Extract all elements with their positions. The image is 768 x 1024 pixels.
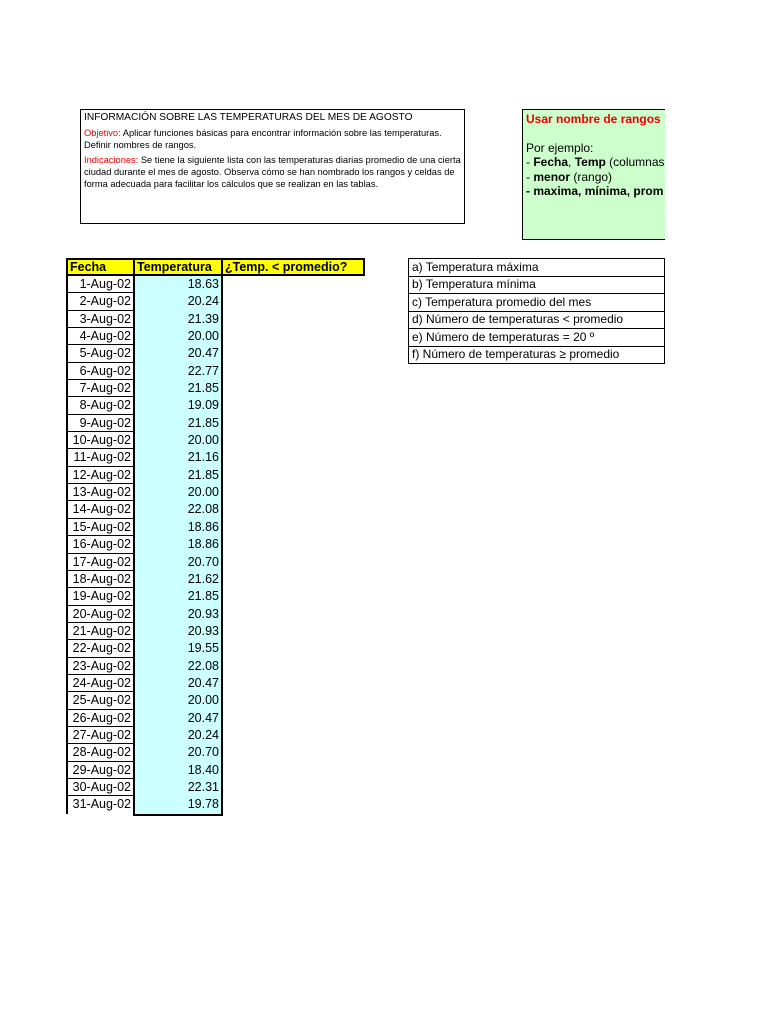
question-row bbox=[409, 311, 665, 329]
indicaciones-label: Indicaciones: bbox=[84, 155, 139, 165]
fecha-cell[interactable]: 5-Aug-02 bbox=[68, 345, 133, 362]
temperatura-cell[interactable]: 21.85 bbox=[187, 381, 219, 396]
question-cell[interactable]: f) Número de temperaturas ≥ promedio bbox=[409, 346, 665, 364]
note-line-3 bbox=[526, 184, 665, 199]
temperatura-cell[interactable]: 20.00 bbox=[187, 329, 219, 344]
fecha-cell[interactable]: 2-Aug-02 bbox=[68, 293, 133, 310]
note-line-2 bbox=[526, 170, 665, 185]
question-row bbox=[409, 346, 665, 364]
info-title: INFORMACIÓN SOBRE LAS TEMPERATURAS DEL MES DE AGOSTO bbox=[84, 112, 413, 123]
note-temp: Temp bbox=[574, 155, 606, 169]
question-row bbox=[409, 329, 665, 347]
note-line-1 bbox=[526, 155, 665, 170]
fecha-cell[interactable]: 22-Aug-02 bbox=[68, 640, 133, 657]
range-names-note bbox=[522, 109, 668, 240]
fecha-cell[interactable]: 18-Aug-02 bbox=[68, 571, 133, 588]
fecha-cell[interactable]: 10-Aug-02 bbox=[68, 432, 133, 449]
fecha-cell[interactable]: 19-Aug-02 bbox=[68, 588, 133, 605]
questions-table bbox=[408, 258, 665, 364]
temperatura-cell[interactable]: 20.93 bbox=[187, 606, 219, 621]
fecha-cell[interactable]: 23-Aug-02 bbox=[68, 658, 133, 675]
temperatura-cell[interactable]: 18.86 bbox=[187, 537, 219, 552]
fecha-cell[interactable]: 30-Aug-02 bbox=[68, 779, 133, 796]
temperatura-cell[interactable]: 20.93 bbox=[187, 623, 219, 638]
indicaciones-text: Se tiene la siguiente lista con las temperaturas diarias promedio de una cierta ciudad durante el mes de agosto. Observa cómo se han nombrado los rangos y celdas de forma adecuada para facilitar los cálculos que se realizan en las tablas. bbox=[84, 155, 461, 189]
fecha-cell[interactable]: 6-Aug-02 bbox=[68, 363, 133, 380]
temperatura-cell[interactable]: 18.63 bbox=[187, 277, 219, 291]
temperatura-cell[interactable]: 19.09 bbox=[187, 398, 219, 413]
fecha-cell[interactable]: 11-Aug-02 bbox=[68, 449, 133, 466]
fecha-cell[interactable]: 31-Aug-02 bbox=[72, 797, 131, 812]
question-cell[interactable]: c) Temperatura promedio del mes bbox=[409, 294, 665, 312]
question-cell[interactable]: e) Número de temperaturas = 20 º bbox=[409, 329, 665, 347]
note-dash: - bbox=[526, 155, 534, 169]
fecha-cell[interactable]: 16-Aug-02 bbox=[68, 536, 133, 553]
temperatura-cell[interactable]: 20.00 bbox=[187, 485, 219, 500]
temperatura-cell[interactable]: 18.86 bbox=[187, 519, 219, 534]
temperatura-cell[interactable]: 20.24 bbox=[187, 294, 219, 309]
temperatura-cell[interactable]: 22.08 bbox=[187, 658, 219, 673]
info-indicaciones bbox=[84, 154, 461, 190]
fecha-cell[interactable]: 9-Aug-02 bbox=[68, 415, 133, 432]
note-por-ejemplo: Por ejemplo: bbox=[526, 140, 594, 155]
fecha-cell[interactable]: 14-Aug-02 bbox=[68, 501, 133, 518]
header-temperatura[interactable]: Temperatura bbox=[133, 258, 223, 276]
header-fecha[interactable]: Fecha bbox=[66, 258, 135, 276]
fecha-cell[interactable]: 29-Aug-02 bbox=[68, 762, 133, 779]
question-row bbox=[409, 294, 665, 312]
temperatura-column bbox=[133, 276, 223, 816]
note-fecha: Fecha bbox=[533, 155, 569, 169]
fecha-cell[interactable]: 24-Aug-02 bbox=[68, 675, 133, 692]
temperatura-cell[interactable]: 20.47 bbox=[187, 675, 219, 690]
question-row bbox=[409, 276, 665, 294]
temperatura-cell[interactable]: 20.24 bbox=[187, 727, 219, 742]
objetivo-text: Aplicar funciones básicas para encontrar información sobre las temperaturas. Definir nombres de rangos. bbox=[84, 128, 442, 150]
fecha-cell[interactable]: 25-Aug-02 bbox=[68, 692, 133, 709]
fecha-cell[interactable]: 13-Aug-02 bbox=[68, 484, 133, 501]
temperatura-cell[interactable]: 21.39 bbox=[187, 311, 219, 326]
temperatura-cell[interactable]: 20.70 bbox=[187, 745, 219, 760]
temperatura-cell[interactable]: 18.40 bbox=[187, 762, 219, 777]
question-row bbox=[409, 259, 665, 277]
note-maxima: - maxima, mínima, prom bbox=[526, 184, 664, 198]
temperatura-cell[interactable]: 22.08 bbox=[187, 502, 219, 517]
temperatura-cell[interactable]: 21.62 bbox=[187, 571, 219, 586]
temperatura-cell[interactable]: 19.78 bbox=[187, 797, 219, 812]
note-title: Usar nombre de rangos bbox=[526, 112, 661, 126]
fecha-cell[interactable]: 1-Aug-02 bbox=[68, 276, 133, 293]
question-cell[interactable]: a) Temperatura máxima bbox=[409, 259, 665, 277]
fecha-cell[interactable]: 7-Aug-02 bbox=[68, 380, 133, 397]
note-sep: , bbox=[568, 155, 575, 169]
temperatura-cell[interactable]: 20.47 bbox=[187, 710, 219, 725]
fecha-cell[interactable]: 17-Aug-02 bbox=[68, 554, 133, 571]
temperatura-cell[interactable]: 21.85 bbox=[187, 589, 219, 604]
temperatura-cell[interactable]: 21.85 bbox=[187, 415, 219, 430]
fecha-column bbox=[66, 276, 135, 814]
info-objetivo bbox=[84, 127, 461, 151]
fecha-cell[interactable]: 15-Aug-02 bbox=[68, 519, 133, 536]
question-cell[interactable]: b) Temperatura mínima bbox=[409, 276, 665, 294]
page-right-margin bbox=[665, 0, 768, 1024]
info-box bbox=[80, 109, 465, 224]
temperatura-cell[interactable]: 19.55 bbox=[187, 641, 219, 656]
question-cell[interactable]: d) Número de temperaturas < promedio bbox=[409, 311, 665, 329]
header-temp-menor-promedio[interactable]: ¿Temp. < promedio? bbox=[221, 258, 365, 276]
fecha-cell[interactable]: 4-Aug-02 bbox=[68, 328, 133, 345]
fecha-cell[interactable]: 28-Aug-02 bbox=[68, 744, 133, 761]
note-menor: menor bbox=[533, 169, 571, 184]
fecha-cell[interactable]: 8-Aug-02 bbox=[68, 397, 133, 414]
fecha-cell[interactable]: 26-Aug-02 bbox=[68, 710, 133, 727]
objetivo-label: Objetivo: bbox=[84, 128, 121, 138]
note-dash: - bbox=[526, 169, 534, 184]
fecha-cell[interactable]: 21-Aug-02 bbox=[68, 623, 133, 640]
fecha-cell[interactable]: 20-Aug-02 bbox=[68, 606, 133, 623]
temperatura-cell[interactable]: 21.85 bbox=[187, 467, 219, 482]
temperatura-cell[interactable]: 21.16 bbox=[187, 450, 219, 465]
fecha-cell[interactable]: 27-Aug-02 bbox=[68, 727, 133, 744]
temperatura-cell[interactable]: 20.70 bbox=[187, 554, 219, 569]
temperatura-cell[interactable]: 22.77 bbox=[187, 363, 219, 378]
fecha-cell[interactable]: 3-Aug-02 bbox=[68, 311, 133, 328]
temperatura-cell[interactable]: 22.31 bbox=[187, 779, 219, 794]
note-columnas: (columnas bbox=[605, 155, 665, 169]
temperatura-cell[interactable]: 20.47 bbox=[187, 346, 219, 361]
temperatura-cell[interactable]: 20.00 bbox=[187, 693, 219, 708]
fecha-cell[interactable]: 12-Aug-02 bbox=[68, 467, 133, 484]
note-rango: (rango) bbox=[570, 169, 613, 184]
temperatura-cell[interactable]: 20.00 bbox=[187, 433, 219, 448]
